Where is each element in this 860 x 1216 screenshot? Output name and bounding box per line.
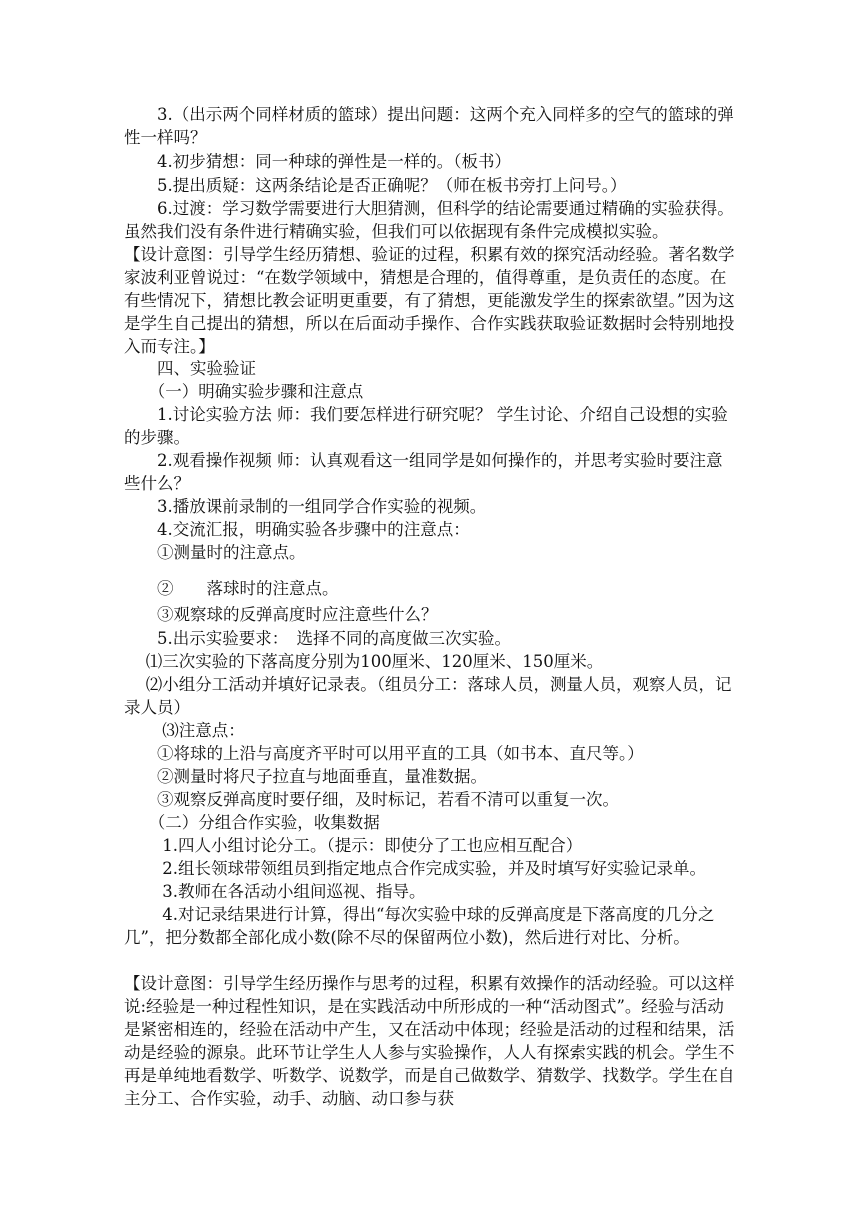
list-item-drop-note: ② 落球时的注意点。 — [124, 579, 339, 598]
subsection-heading-group-work: （二）分组合作实验，收集数据 — [124, 813, 380, 832]
paragraph-report: 4.交流汇报，明确实验各步骤中的注意点： — [124, 520, 470, 539]
paragraph-guess: 4.初步猜想：同一种球的弹性是一样的。（板书） — [124, 152, 511, 171]
list-item-roles: ⑵小组分工活动并填好记录表。（组员分工：落球人员，测量人员，观察人员，记录人员） — [124, 675, 732, 717]
list-item-observe-note: ③观察球的反弹高度时应注意些什么？ — [124, 605, 438, 624]
paragraph-watch-video: 2.观看操作视频 师：认真观看这一组同学是如何操作的，并思考实验时要注意些什么？ — [124, 451, 723, 493]
paragraph-transition: 6.过渡：学习数学需要进行大胆猜测，但科学的结论需要通过精确的实验获得。虽然我们没有条件进行精确实验，但我们可以依据现有条件完成模拟实验。 — [124, 199, 734, 241]
list-item-group-3: 3.教师在各活动小组间巡视、指导。 — [124, 882, 426, 901]
paragraph-play-video: 3.播放课前录制的一组同学合作实验的视频。 — [124, 497, 487, 516]
list-item-group-2: 2.组长领球带领组员到指定地点合作完成实验，并及时填写好实验记录单。 — [124, 859, 706, 878]
paragraph-requirements: 5.出示实验要求： 选择不同的高度做三次实验。 — [124, 629, 511, 648]
list-item-note-2: ②测量时将尺子拉直与地面垂直，量准数据。 — [124, 767, 487, 786]
list-item-heights: ⑴三次实验的下落高度分别为100厘米、120厘米、150厘米。 — [124, 652, 604, 671]
subsection-heading-steps: （一）明确实验步骤和注意点 — [124, 382, 364, 401]
paragraph-doubt: 5.提出质疑：这两条结论是否正确呢？（师在板书旁打上问号。） — [124, 176, 627, 195]
list-item-group-1: 1.四人小组讨论分工。（提示：即使分了工也应相互配合） — [124, 836, 583, 855]
paragraph-discuss-method: 1.讨论实验方法 师：我们要怎样进行研究呢？ 学生讨论、介绍自己设想的实验的步骤。 — [124, 405, 728, 447]
list-item-group-4: 4.对记录结果进行计算，得出“每次实验中球的反弹高度是下落高度的几分之几”，把分数都全部化成小数(除不尽的保留两位小数)，然后进行对比、分析。 — [124, 905, 715, 947]
list-item-measure-note: ①测量时的注意点。 — [124, 543, 306, 562]
paragraph-question: 3.（出示两个同样材质的篮球）提出问题：这两个充入同样多的空气的篮球的弹性一样吗？ — [124, 105, 734, 147]
list-item-notes-heading: ⑶注意点： — [124, 721, 245, 740]
list-item-note-1: ①将球的上沿与高度齐平时可以用平直的工具（如书本、直尺等。） — [124, 744, 644, 763]
paragraph-design-intent-2: 【设计意图：引导学生经历操作与思考的过程，积累有效操作的活动经验。可以这样说:经验是一种过程性知识，是在实践活动中所形成的一种“活动图式”。经验与活动是紧密相连的，经验在活动中产生，又在活动中体现；经验是活动的过程和结果，活动是经验的源泉。此环节让学生人人参与实验操作，人人有探索实践的机会。学生不再是单纯地看数学、听数学、说数学，而是自己做数学、猜数学、找数学。学生在自主分工、合作实验，动手、动脑、动口参与获 — [124, 974, 735, 1108]
list-item-note-3: ③观察反弹高度时要仔细，及时标记，若看不清可以重复一次。 — [124, 790, 619, 809]
section-heading-experiment: 四、实验验证 — [124, 359, 256, 378]
paragraph-design-intent-1: 【设计意图：引导学生经历猜想、验证的过程，积累有效的探究活动经验。著名数学家波利亚曾说过：“在数学领域中，猜想是合理的，值得尊重，是负责任的态度。在有些情况下，猜想比教会证明更重要，有了猜想，更能激发学生的探索欲望。”因为这是学生自己提出的猜想，所以在后面动手操作、合作实践获取验证数据时会特别地投入而专注。】 — [124, 245, 735, 356]
